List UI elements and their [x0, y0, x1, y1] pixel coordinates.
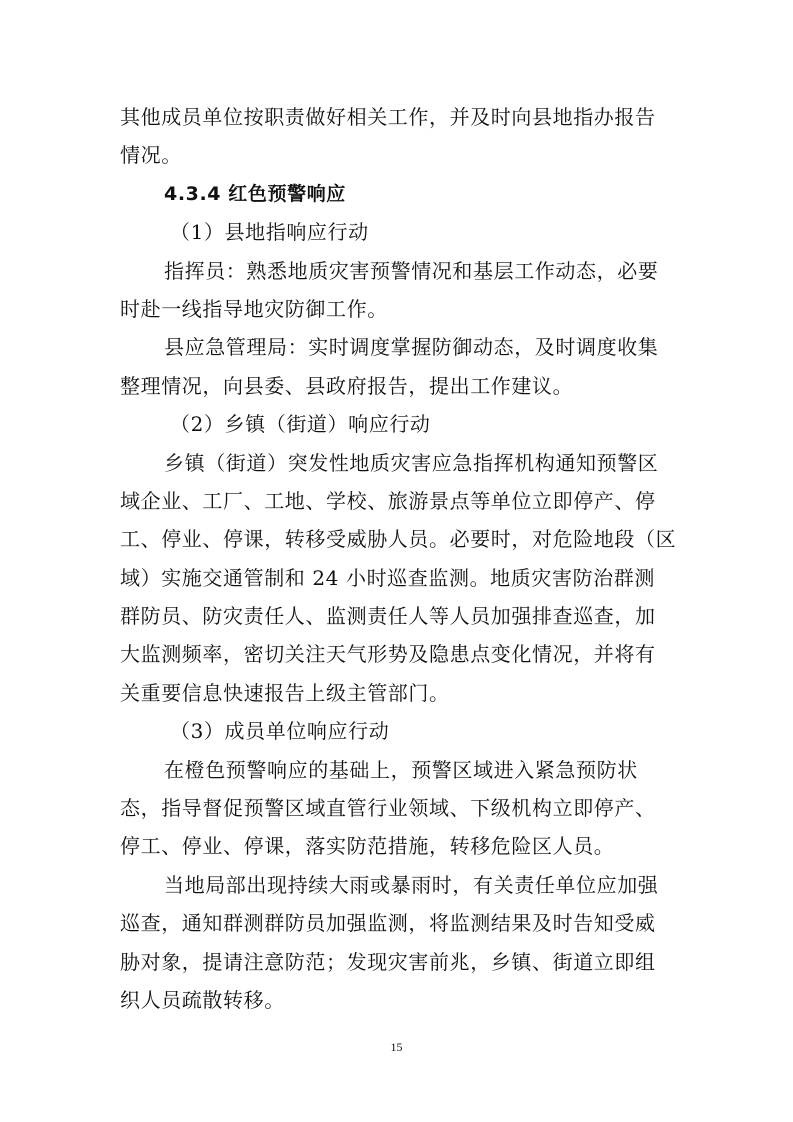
text-line: 域）实施交通管制和 24 小时巡查监测。地质灾害防治群测	[120, 565, 655, 590]
text-line: 织人员疏散转移。	[120, 987, 285, 1012]
document-body	[120, 98, 680, 1019]
section-heading: 4.3.4 红色预警响应	[164, 182, 346, 205]
subsection-title: （1）县地指响应行动	[170, 220, 369, 245]
text-line: 巡查，通知群测群防员加强监测，将监测结果及时告知受威	[120, 911, 656, 936]
text-line: 大监测频率，密切关注天气形势及隐患点变化情况，并将有	[120, 642, 656, 667]
text-line: 乡镇（街道）突发性地质灾害应急指挥机构通知预警区	[164, 450, 659, 475]
text-line: 域企业、工厂、工地、学校、旅游景点等单位立即停产、停	[120, 488, 656, 513]
text-line: 时赴一线指导地灾防御工作。	[120, 296, 388, 321]
text-line: 态，指导督促预警区域直管行业领域、下级机构立即停产、	[120, 796, 656, 821]
paragraph-commander	[120, 252, 680, 329]
paragraph-local-rain	[120, 866, 680, 1020]
page-number: 15	[390, 1040, 403, 1054]
text-line: 情况。	[120, 143, 182, 168]
text-line: 工、停业、停课，转移受威胁人员。必要时，对危险地段（区	[120, 527, 677, 552]
paragraph-continuation	[120, 98, 680, 175]
text-line: 停工、停业、停课，落实防范措施，转移危险区人员。	[120, 834, 615, 859]
paragraph-township-response	[120, 444, 680, 713]
text-line: 当地局部出现持续大雨或暴雨时，有关责任单位应加强	[164, 872, 659, 897]
text-line: 指挥员：熟悉地质灾害预警情况和基层工作动态，必要	[164, 258, 659, 283]
paragraph-emergency-bureau	[120, 328, 680, 405]
subsection-title: （2）乡镇（街道）响应行动	[170, 412, 431, 437]
text-line: 整理情况，向县委、县政府报告，提出工作建议。	[120, 373, 574, 398]
text-line: 其他成员单位按职责做好相关工作，并及时向县地指办报告	[120, 105, 656, 129]
text-line: 群防员、防灾责任人、监测责任人等人员加强排查巡查，加	[120, 604, 656, 629]
paragraph-member-units	[120, 751, 680, 866]
text-line: 县应急管理局：实时调度掌握防御动态，及时调度收集	[164, 335, 659, 360]
text-line: 胁对象，提请注意防范；发现灾害前兆，乡镇、街道立即组	[120, 949, 656, 974]
subsection-title: （3）成员单位响应行动	[170, 719, 390, 744]
text-line: 在橙色预警响应的基础上，预警区域进入紧急预防状	[164, 757, 638, 782]
text-line: 关重要信息快速报告上级主管部门。	[120, 680, 450, 705]
